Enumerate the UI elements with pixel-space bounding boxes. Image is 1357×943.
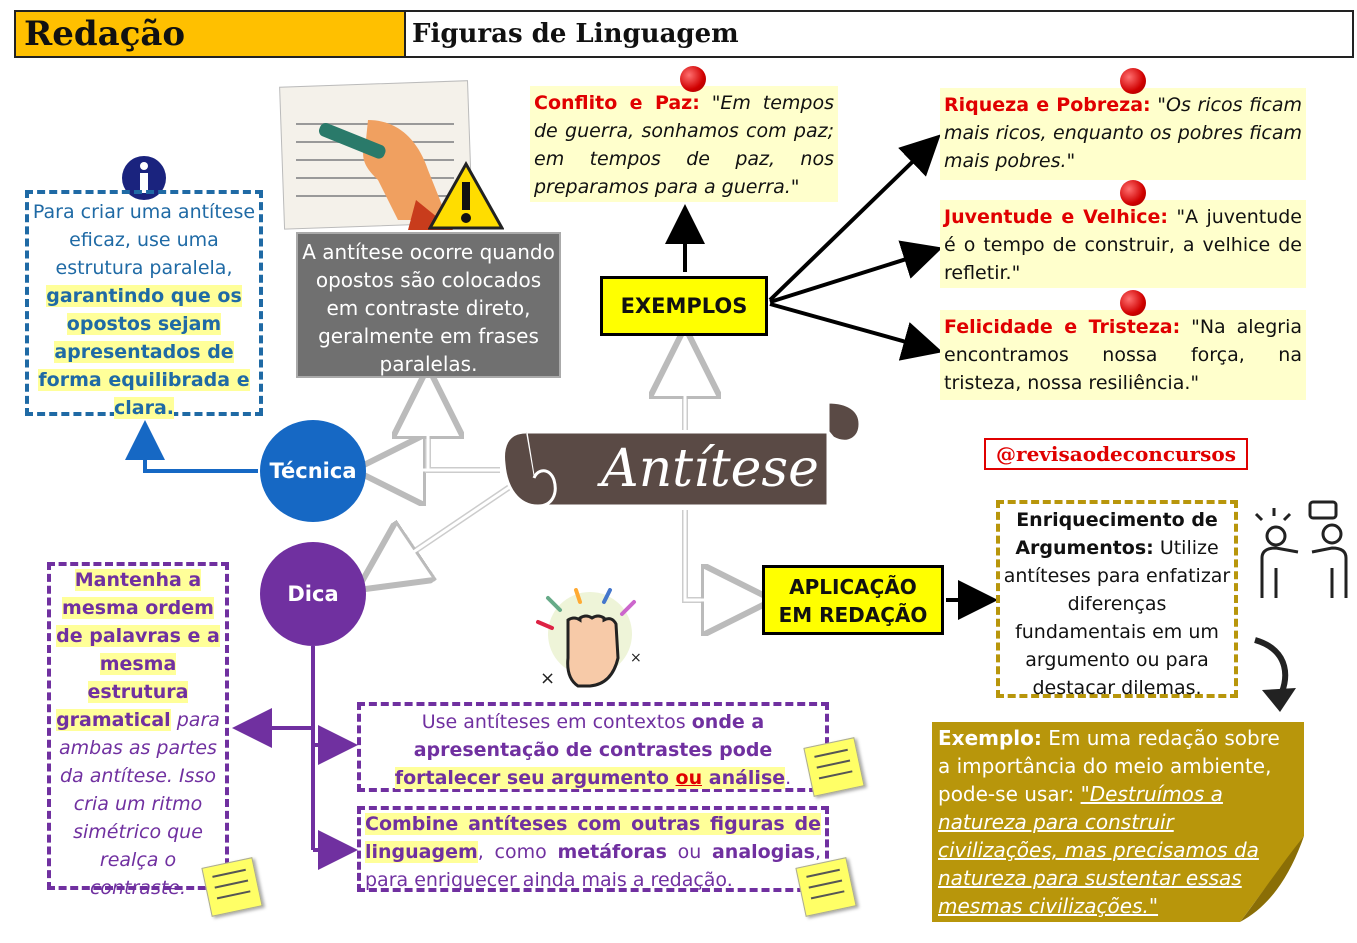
tip-contextos-box bbox=[357, 702, 829, 792]
dica-tip-box bbox=[47, 562, 229, 899]
tecnica-tip-box bbox=[25, 190, 263, 419]
svg-text:×: × bbox=[540, 668, 556, 689]
definition-box: A antítese ocorre quando opostos são colocados em contraste direto, geralmente em frases paralelas. bbox=[296, 232, 561, 378]
pushpin-icon bbox=[680, 66, 706, 92]
example-label: Conflito e Paz: bbox=[534, 92, 700, 114]
tecnica-tip-plain: Para criar uma antítese eficaz, use uma estrutura paralela, bbox=[32, 201, 256, 279]
tip2-p4: ou bbox=[675, 767, 703, 789]
dica-node: Dica bbox=[260, 542, 366, 646]
example-label: Juventude e Velhice: bbox=[944, 206, 1169, 228]
tip2-p6: . bbox=[785, 767, 792, 789]
tip3-p5: analogias bbox=[711, 841, 815, 863]
exemplo-redacao-quote: "Destruímos a natureza para construir civilizações, mas precisamos da natureza para sustentar essas mesmas civilizações." bbox=[938, 782, 1259, 918]
exemplo-redacao-text: Em uma redação sobre a importância do meio ambiente, pode-se usar: bbox=[938, 726, 1280, 806]
tip3-p6: , para enriquecer ainda mais a redação. bbox=[365, 841, 822, 891]
example-quote: "Os ricos ficam mais ricos, enquanto os pobres ficam mais pobres." bbox=[944, 94, 1303, 172]
tip3-p1: Combine antíteses com outras figuras de linguagem bbox=[365, 813, 821, 863]
pushpin-icon bbox=[1120, 180, 1146, 206]
tip2-p5: análise bbox=[702, 767, 786, 789]
aplicacao-line2: EM REDAÇÃO bbox=[778, 603, 928, 627]
example-quote: "Em tempos de guerra, sonhamos com paz; em tempos de paz, nos preparamos para a guerra." bbox=[534, 92, 834, 198]
svg-text:×: × bbox=[630, 650, 642, 666]
tecnica-node: Técnica bbox=[260, 420, 366, 522]
pushpin-icon bbox=[1120, 290, 1146, 316]
example-label: Felicidade e Tristeza: bbox=[944, 316, 1181, 338]
tip3-p3: metáforas bbox=[557, 841, 667, 863]
center-title: Antítese bbox=[601, 439, 819, 499]
sticky-note-icon bbox=[803, 737, 864, 797]
aplicacao-node bbox=[762, 565, 944, 635]
tecnica-tip-highlight: garantindo que os opostos sejam apresentados de forma equilibrada e clara. bbox=[38, 285, 250, 419]
warning-icon bbox=[428, 160, 504, 232]
discussion-icon bbox=[1252, 498, 1356, 602]
dica-tip-highlight: Mantenha a mesma ordem de palavras e a mesma estrutura gramatical bbox=[56, 569, 220, 731]
topic-title: Figuras de Linguagem bbox=[412, 19, 739, 49]
exemplo-redacao-label: Exemplo: bbox=[938, 726, 1042, 750]
example-felicidade-tristeza bbox=[940, 310, 1306, 400]
example-riqueza-pobreza bbox=[940, 88, 1306, 180]
example-juventude-velhice bbox=[940, 200, 1306, 288]
enriquecimento-text: Utilize antíteses para enfatizar diferenças fundamentais em um argumento ou para destacar dilemas. bbox=[1003, 537, 1231, 699]
tip-combine-box bbox=[357, 806, 829, 892]
tip2-p3: fortalecer seu argumento bbox=[394, 767, 676, 789]
social-handle: @revisaodeconcursos bbox=[984, 438, 1248, 470]
exemplos-node: EXEMPLOS bbox=[600, 276, 768, 336]
page-curl bbox=[1240, 836, 1306, 926]
tip3-p4: ou bbox=[666, 841, 712, 863]
tip2-p1: Use antíteses em contextos bbox=[421, 711, 692, 733]
sticky-note-icon bbox=[795, 857, 856, 917]
dica-tip-plain: para ambas as partes da antítese. Isso cria um ritmo simétrico que realça o contraste. bbox=[59, 709, 220, 899]
enriquecimento-box bbox=[996, 500, 1238, 698]
enriquecimento-label: Enriquecimento de Argumentos: bbox=[1015, 509, 1218, 559]
pushpin-icon bbox=[1120, 68, 1146, 94]
fist-icon bbox=[534, 588, 646, 698]
example-conflito-paz bbox=[530, 86, 838, 202]
subject-title: Redação bbox=[16, 12, 406, 56]
tip2-p2: onde a apresentação de contrastes pode bbox=[413, 711, 773, 761]
example-label: Riqueza e Pobreza: bbox=[944, 94, 1151, 116]
example-quote: "Na alegria encontramos nossa força, na tristeza, nossa resiliência." bbox=[944, 316, 1303, 394]
tip3-p2: , como bbox=[477, 841, 558, 863]
example-quote: "A juventude é o tempo de construir, a velhice de refletir." bbox=[944, 206, 1302, 284]
sticky-note-icon bbox=[201, 857, 262, 917]
aplicacao-line1: APLICAÇÃO bbox=[789, 575, 917, 599]
